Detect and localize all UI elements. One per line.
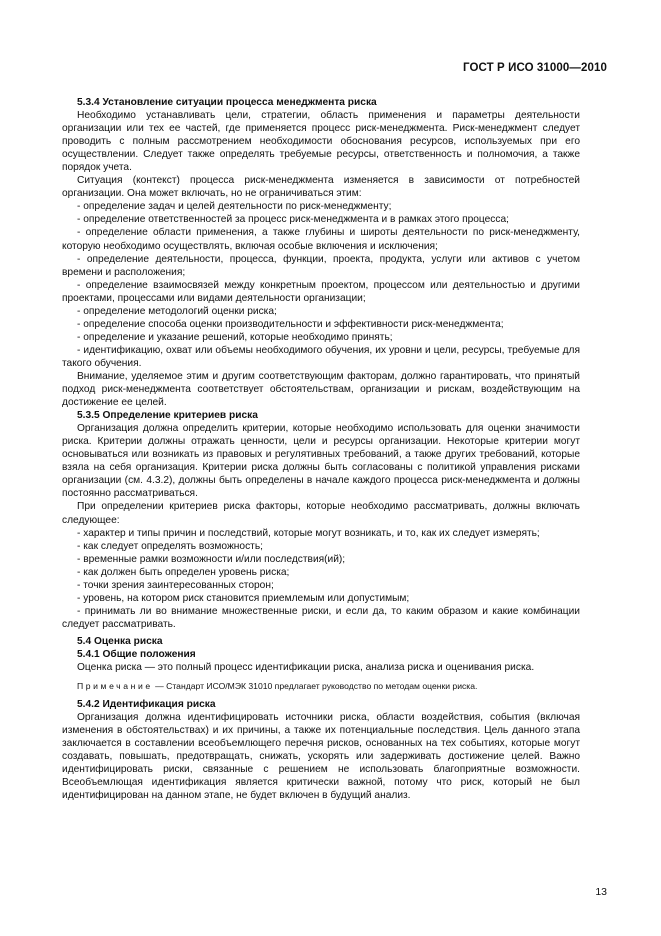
list-item: - принимать ли во внимание множественные риски, и если да, то каким образом и какие комбинации следует рассматривать. [62, 605, 580, 630]
section-heading: 5.4.1 Общие положения [77, 648, 196, 660]
list-item: - определение области применения, а также глубины и широты деятельности по риск-менеджменту, которую необходимо осуществлять, включая особые включения и исключения; [62, 227, 580, 252]
paragraph: Ситуация (контекст) процесса риск-менеджмента изменяется в зависимости от потребностей организации. Она может включать, но не ограничиваться этим: [62, 175, 580, 200]
note-label: Примечание [77, 681, 153, 692]
note [62, 680, 580, 693]
list-item: - как следует определять возможность; [77, 540, 263, 552]
list-item: - идентификацию, охват или объемы необходимого обучения, их уровни и цели, ресурсы, требуемые для такого обучения. [62, 344, 580, 369]
paragraph: Оценка риска — это полный процесс идентификации риска, анализа риска и оценивания риска. [77, 662, 535, 674]
list-item: - определение способа оценки производительности и эффективности риск-менеджмента; [77, 318, 504, 330]
list-item: - точки зрения заинтересованных сторон; [77, 579, 274, 591]
list-item: - определение и указание решений, которые необходимо принять; [77, 331, 393, 343]
list-item: - временные рамки возможности и/или последствия(ий); [77, 553, 346, 565]
section-heading: 5.4.2 Идентификация риска [77, 699, 216, 711]
list-item: - уровень, на котором риск становится приемлемым или допустимым; [77, 592, 410, 604]
list-item: - определение методологий оценки риска; [77, 305, 277, 317]
paragraph: Внимание, уделяемое этим и другим соответствующим факторам, должно гарантировать, что принятый подход риск-менеджмента соответствует обстоятельствам, организации и рискам, воздействующим на достижение ее целей. [62, 370, 580, 409]
list-item: - как должен быть определен уровень риска; [77, 566, 290, 578]
paragraph: Организация должна определить критерии, которые необходимо использовать для оценки значимости риска. Критерии должны отражать ценности, цели и ресурсы организации. Некоторые критерии могут основываться или возникать из правовых и регулятивных требований, а также других требований, которые взяла на себя организация. Критерии риска должны быть согласованы с политикой управления рисками организации (см. 4.3.2), должны быть определены в начале каждого процесса риск-менеджмента и должны постоянно рассматриваться. [62, 423, 580, 500]
document-body [62, 96, 580, 802]
list-item: - определение деятельности, процесса, функции, проекта, продукта, услуги или активов с учетом времени и расположения; [62, 253, 580, 278]
paragraph: Организация должна идентифицировать источники риска, области воздействия, события (включая изменения в обстоятельствах) и их причины, а также их потенциальные последствия. Цель данного этапа заключается в составлении всеобъемлющего перечня рисков, основанных на тех событиях, которые могут создавать, повышать, предотвращать, снижать, ускорять или задерживать достижение целей. Важно идентифицировать риски, связанные с решением не использовать благоприятные возможности. Всеобъемлющая идентификация является критически важной, потому что риск, который не был идентифицирован на данном этапе, не будет включен в будущий анализ. [62, 712, 580, 802]
list-item: - характер и типы причин и последствий, которые могут возникать, и то, как их следует измерять; [77, 527, 540, 539]
section-heading: 5.3.4 Установление ситуации процесса менеджмента риска [77, 97, 377, 108]
page-number: 13 [595, 886, 607, 898]
section-heading: 5.3.5 Определение критериев риска [77, 410, 258, 422]
paragraph: При определении критериев риска факторы, которые необходимо рассматривать, должны включать следующее: [62, 501, 580, 526]
document-header: ГОСТ Р ИСО 31000—2010 [462, 62, 607, 74]
section-heading: 5.4 Оценка риска [77, 635, 163, 647]
list-item: - определение взаимосвязей между конкретным проектом, процессом или деятельностью и другими проектами, процессами или видами деятельности организации; [62, 279, 580, 304]
list-item: - определение ответственностей за процесс риск-менеджмента и в рамках этого процесса; [77, 214, 509, 226]
paragraph: Необходимо устанавливать цели, стратегии, область применения и параметры деятельности организации или тех ее частей, где применяется процесс риск-менеджмента. Риск-менеджмент следует проводить с полным рассмотрением необходимости обоснования ресурсов, используемых при его осуществлении. Следует также определять требуемые ресурсы, ответственность и полномочия, а также порядок учета. [62, 110, 580, 174]
note-text: — Стандарт ИСО/МЭК 31010 предлагает руководство по методам оценки риска. [152, 681, 478, 692]
list-item: - определение задач и целей деятельности по риск-менеджменту; [77, 201, 392, 213]
